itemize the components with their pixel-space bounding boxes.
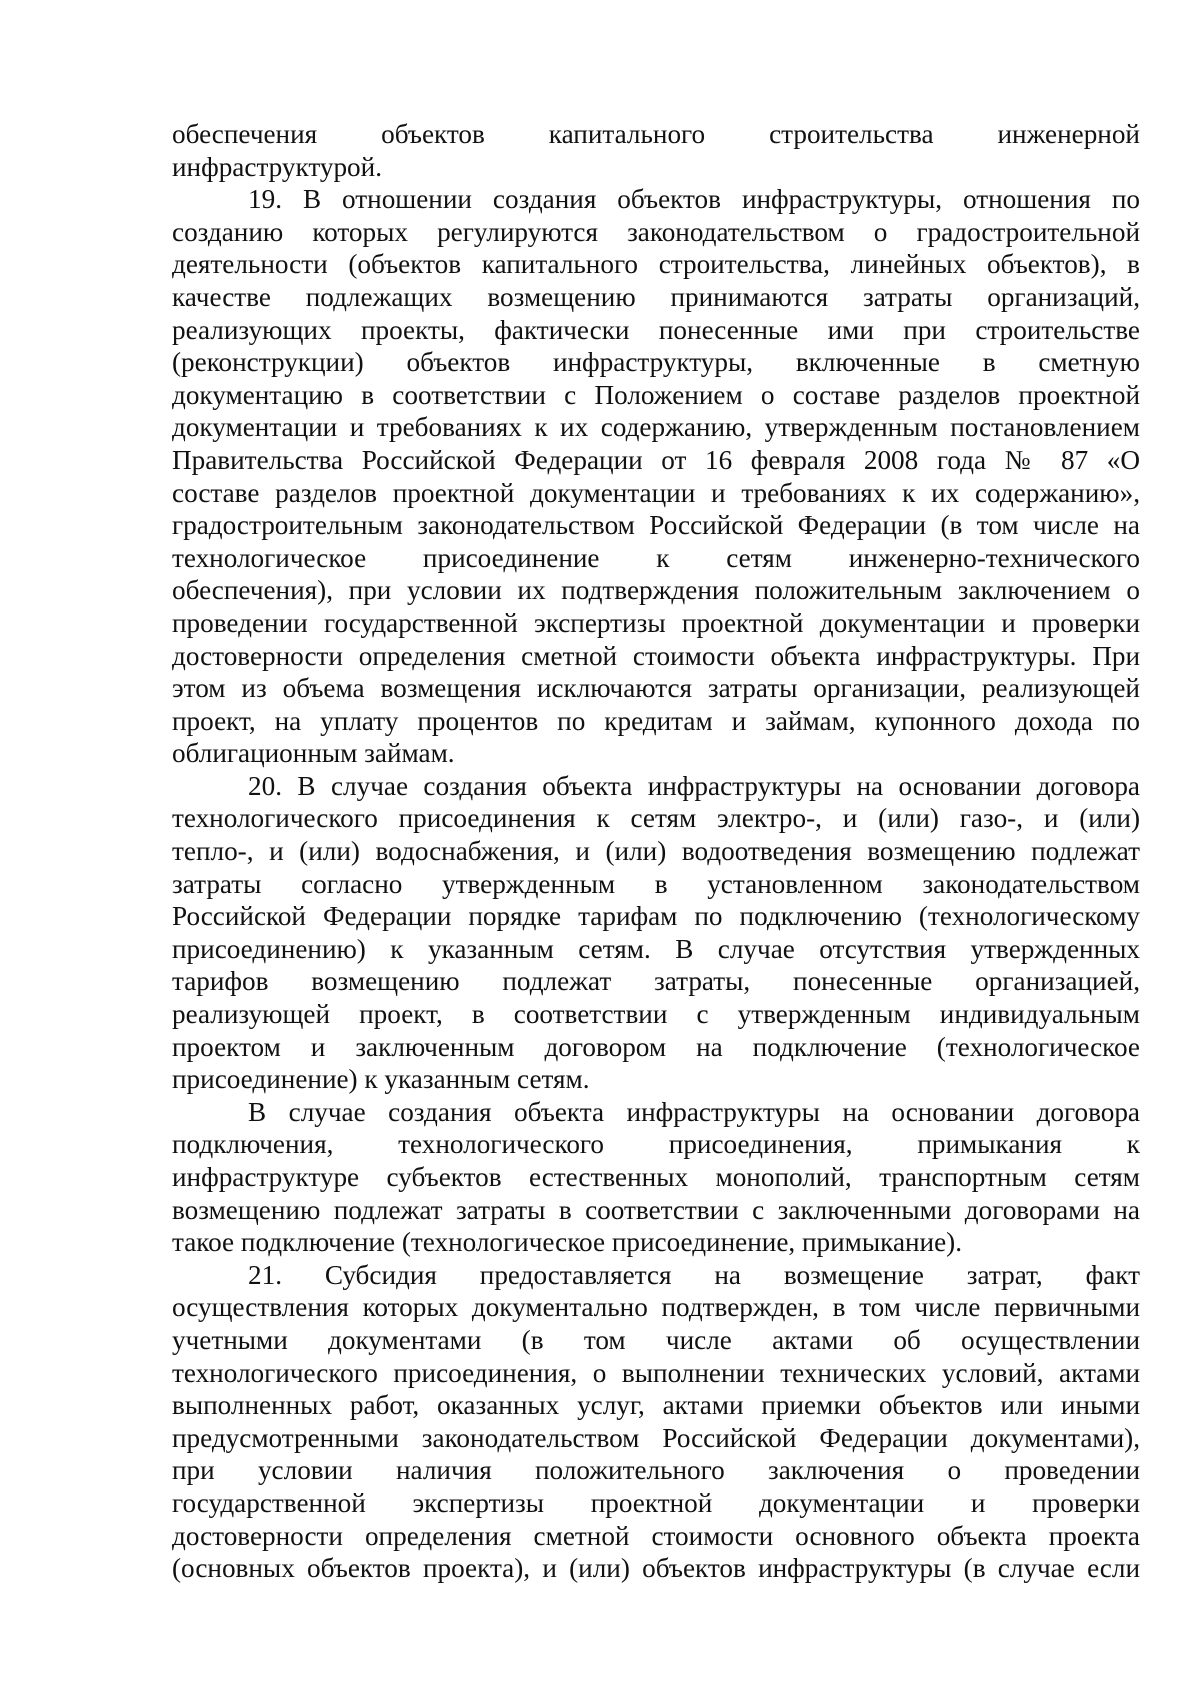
text-line: качестве подлежащих возмещению принимаются затраты организаций, (172, 281, 1140, 312)
paragraph-first-line: 19. В отношении создания объектов инфраструктуры, отношения по (248, 184, 1140, 215)
text-line: проектом и заключенным договором на подключение (технологическое (172, 1031, 1140, 1062)
text-line: такое подключение (технологическое присоединение, примыкание). (172, 1227, 963, 1258)
text-line: учетными документами (в том числе актами об осуществлении (172, 1324, 1140, 1355)
text-line: обеспечения), при условии их подтверждения положительным заключением о (172, 575, 1140, 606)
text-line: достоверности определения сметной стоимости основного объекта проекта (172, 1520, 1140, 1551)
text-line: подключения, технологического присоединения, примыкания к (172, 1129, 1140, 1160)
text-line: документацию в соответствии с Положением о составе разделов проектной (172, 379, 1140, 410)
text-line: градостроительным законодательством Российской Федерации (в том числе на (172, 510, 1140, 541)
text-line: тарифов возмещению подлежат затраты, понесенные организацией, (172, 966, 1140, 997)
text-line: затраты согласно утвержденным в установленном законодательством (172, 868, 1140, 899)
text-line: обеспечения объектов капитального строительства инженерной (172, 119, 1140, 149)
text-line: достоверности определения сметной стоимости объекта инфраструктуры. При (172, 640, 1140, 671)
text-line: облигационным займам. (172, 738, 455, 769)
text-line: технологическое присоединение к сетям инженерно-технического (172, 542, 1140, 573)
text-line: этом из объема возмещения исключаются затраты организации, реализующей (172, 673, 1140, 704)
text-line: проведении государственной экспертизы проектной документации и проверки (172, 607, 1140, 638)
paragraph-first-line: В случае создания объекта инфраструктуры на основании договора (248, 1096, 1140, 1127)
text-line: деятельности (объектов капитального строительства, линейных объектов), в (172, 249, 1140, 280)
text-line: осуществления которых документально подтвержден, в том числе первичными (172, 1292, 1140, 1323)
text-line: реализующей проект, в соответствии с утвержденным индивидуальным (172, 999, 1140, 1030)
text-line: (основных объектов проекта), и (или) объектов инфраструктуры (в случае если (172, 1553, 1140, 1584)
text-line: возмещению подлежат затраты в соответствии с заключенными договорами на (172, 1194, 1140, 1225)
text-line: проект, на уплату процентов по кредитам и займам, купонного дохода по (172, 705, 1140, 736)
text-line: предусмотренными законодательством Российской Федерации документами), (172, 1422, 1140, 1453)
document-body-text (172, 118, 1140, 1585)
text-line: государственной экспертизы проектной документации и проверки (172, 1487, 1140, 1518)
text-line: составе разделов проектной документации и требованиях к их содержанию», (172, 477, 1140, 508)
text-line: инфраструктуре субъектов естественных монополий, транспортным сетям (172, 1162, 1140, 1192)
text-line: созданию которых регулируются законодательством о градостроительной (172, 216, 1140, 247)
text-line: документации и требованиях к их содержанию, утвержденным постановлением (172, 412, 1140, 443)
text-line: при условии наличия положительного заключения о проведении (172, 1455, 1140, 1486)
text-line: Правительства Российской Федерации от 16 февраля 2008 года № 87 «О (172, 444, 1140, 475)
paragraph-first-line: 20. В случае создания объекта инфраструктуры на основании договора (248, 770, 1140, 801)
text-line: Российской Федерации порядке тарифам по подключению (технологическому (172, 901, 1140, 932)
text-line: присоединению) к указанным сетям. В случае отсутствия утвержденных (172, 933, 1140, 964)
text-line: выполненных работ, оказанных услуг, актами приемки объектов или иными (172, 1390, 1140, 1421)
text-line: (реконструкции) объектов инфраструктуры, включенные в сметную (172, 347, 1140, 378)
text-line: технологического присоединения к сетям электро-, и (или) газо-, и (или) (172, 803, 1140, 834)
text-line: инфраструктурой. (172, 151, 382, 182)
text-line: реализующих проекты, фактически понесенные ими при строительстве (172, 314, 1140, 345)
text-line: присоединение) к указанным сетям. (172, 1064, 590, 1095)
paragraph-first-line: 21. Субсидия предоставляется на возмещение затрат, факт (248, 1259, 1140, 1290)
text-line: тепло-, и (или) водоснабжения, и (или) водоотведения возмещению подлежат (172, 836, 1140, 867)
text-line: технологического присоединения, о выполнении технических условий, актами (172, 1357, 1140, 1388)
